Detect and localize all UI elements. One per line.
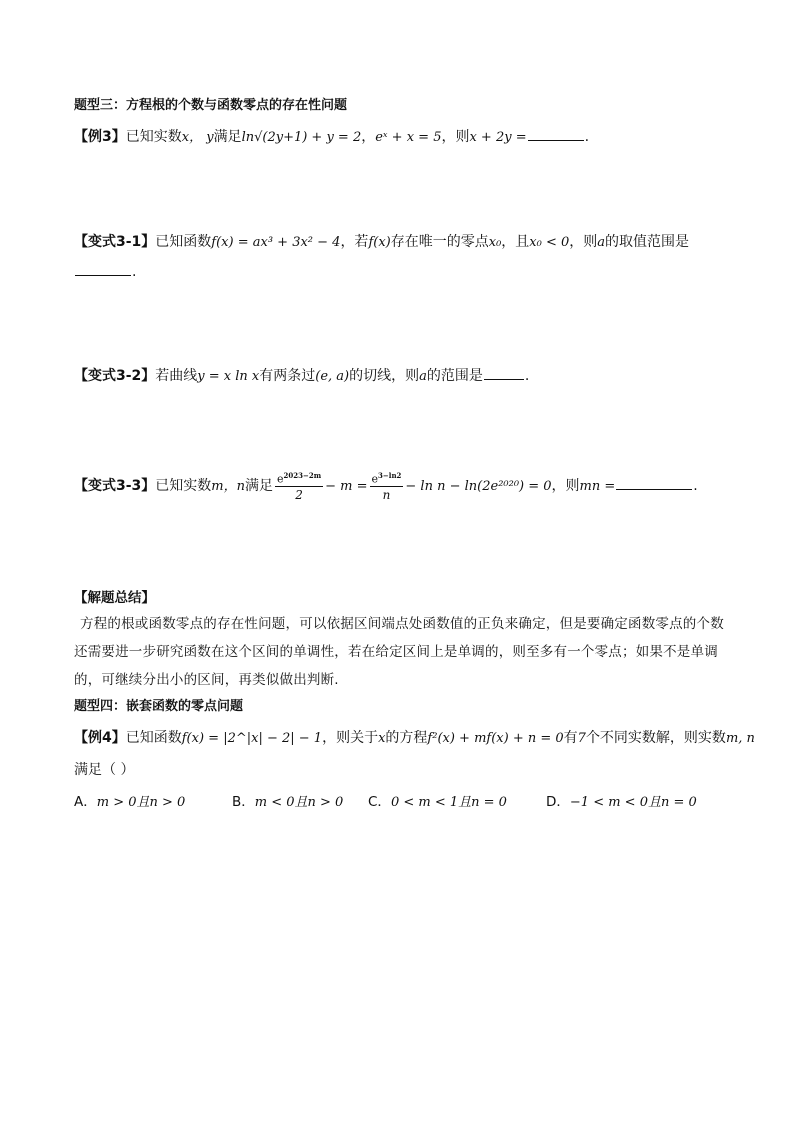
- variant-3-3-label: 【变式3-3】: [74, 478, 156, 494]
- variant-3-1-label: 【变式3-1】: [74, 234, 156, 250]
- summary-body: 方程的根或函数零点的存在性问题，可以依据区间端点处函数值的正负来确定，但是要确定函数零点的个数还需要进一步研究函数在这个区间的单调性，若在给定区间上是单调的，则至多有一个零点；如果不是单调的，可继续分出小的区间，再类似做出判断.: [74, 616, 724, 688]
- example-3-label: 【例3】: [74, 129, 126, 145]
- variant-3-2-label: 【变式3-2】: [74, 368, 156, 384]
- example-4-equation: f²(x) + mf(x) + n = 0: [427, 731, 564, 746]
- option-a[interactable]: A．m > 0且n > 0: [74, 794, 186, 810]
- answer-blank[interactable]: [528, 128, 584, 141]
- variant-3-2-curve: y = x ln x: [197, 369, 260, 384]
- example-4: 【例4】已知函数f(x) = |2^|x| − 2| − 1，则关于x的方程f²(x) + mf(x) + n = 0有7个不同实数解，则实数m, n: [74, 730, 755, 746]
- section4-title: 题型四：嵌套函数的零点问题: [74, 699, 244, 714]
- example-4-label: 【例4】: [74, 730, 126, 746]
- variant-3-1: 【变式3-1】已知函数f(x) = ax³ + 3x² − 4，若f(x)存在唯一的零点x₀，且x₀ < 0，则a的取值范围是: [74, 234, 690, 250]
- summary-title: 【解题总结】: [74, 590, 155, 606]
- option-b[interactable]: B．m < 0且n > 0: [232, 794, 344, 810]
- fraction-1: $\frac{e^{2023-2m}}{2}$: [277, 470, 322, 503]
- example-4-prompt: 满足（ ）: [74, 762, 135, 778]
- answer-blank[interactable]: [75, 263, 131, 276]
- variant-3-3: 【变式3-3】已知实数m，n满足 $\frac{e^{2023-2m}}{2}$ − m = $\frac{e^{3-ln2}}{n}$ − ln n − ln(2e²⁰²⁰) = 0，则mn = .: [74, 470, 698, 503]
- example-3-vars: x， y: [181, 130, 214, 145]
- answer-blank[interactable]: [616, 477, 692, 490]
- option-d[interactable]: D．−1 < m < 0且n = 0: [546, 794, 697, 810]
- example-3: 【例3】已知实数x， y满足ln√(2y+1) + y = 2，eˣ + x = 5，则x + 2y = .: [74, 129, 590, 145]
- example-3-eq1: ln√(2y+1) + y = 2: [241, 130, 362, 145]
- example-3-ask: x + 2y =: [469, 130, 527, 145]
- section3-title: 题型三：方程根的个数与函数零点的存在性问题: [74, 98, 348, 113]
- option-c[interactable]: C．0 < m < 1且n = 0: [368, 794, 507, 810]
- answer-blank[interactable]: [484, 367, 524, 380]
- fraction-2: $\frac{e^{3-ln2}}{n}$: [371, 470, 402, 503]
- example-4-function: f(x) = |2^|x| − 2| − 1: [181, 731, 323, 746]
- variant-3-1-function: f(x) = ax³ + 3x² − 4: [211, 235, 341, 250]
- variant-3-1-answer: .: [74, 262, 136, 282]
- variant-3-2: 【变式3-2】若曲线y = x ln x有两条过(e, a)的切线，则a的范围是 .: [74, 368, 530, 384]
- example-3-eq2: eˣ + x = 5: [375, 130, 442, 145]
